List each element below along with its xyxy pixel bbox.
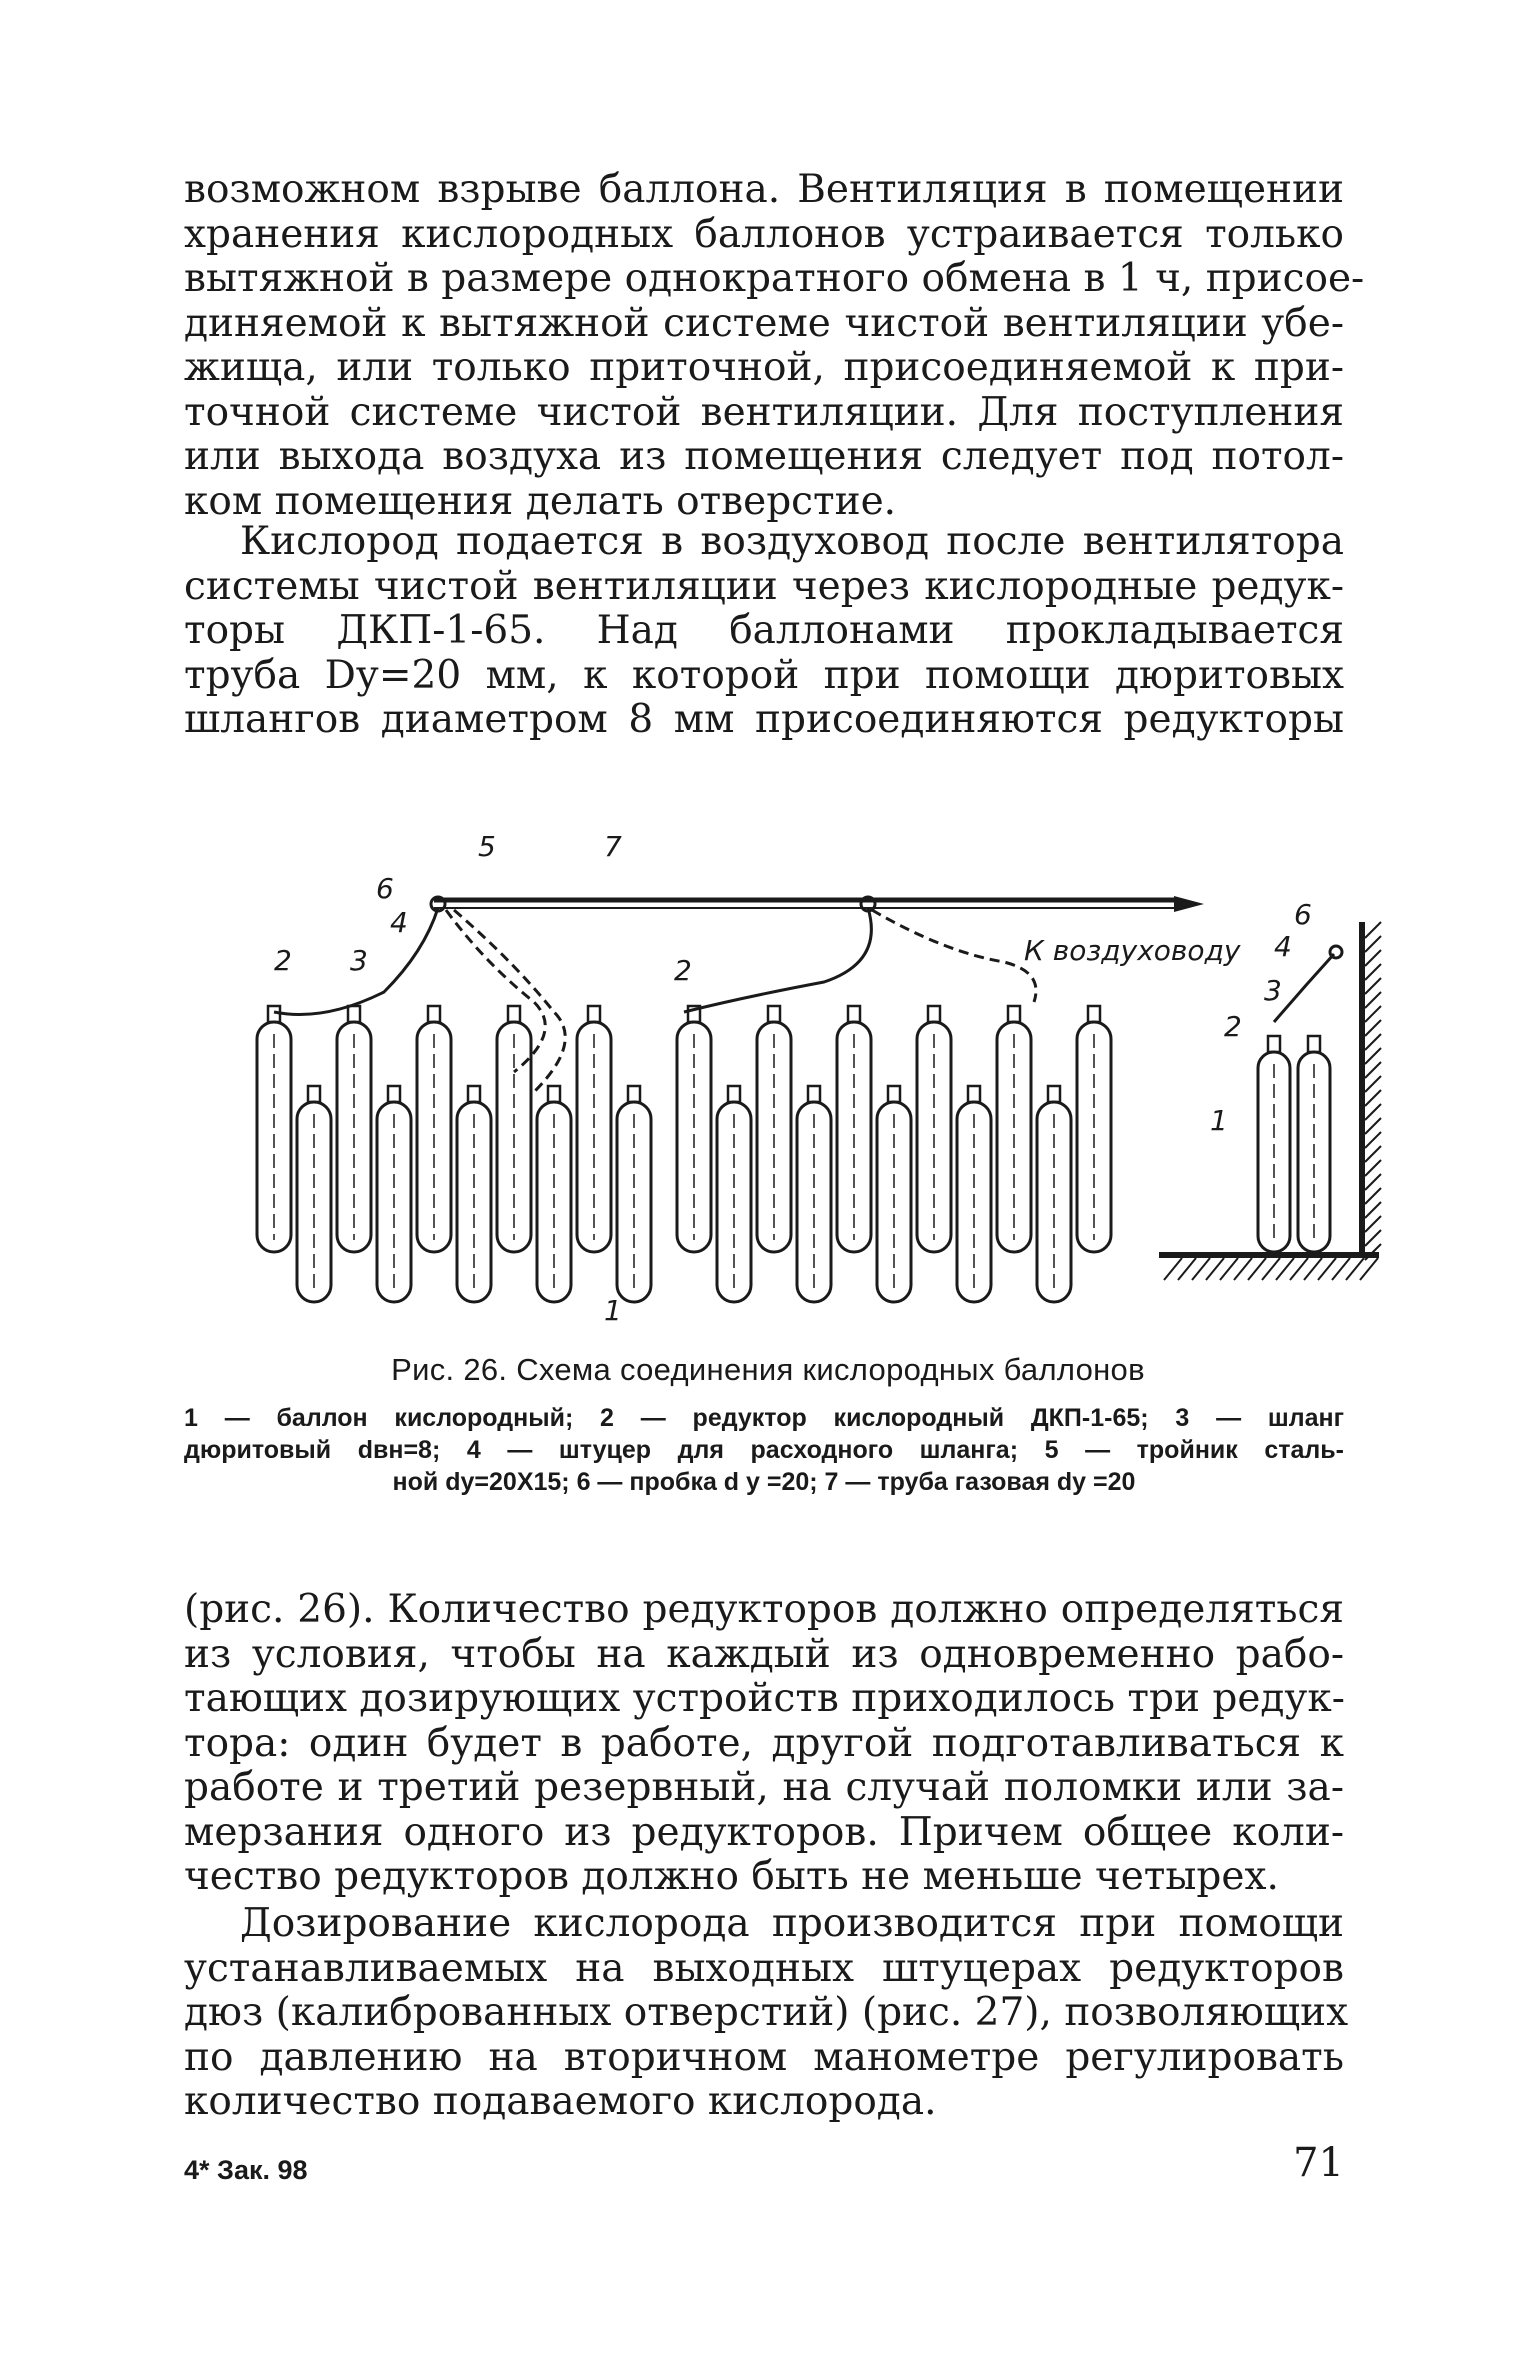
hatch-stroke — [1365, 1104, 1381, 1120]
hatch-stroke — [1248, 1258, 1266, 1280]
oxygen-cylinder — [877, 1086, 911, 1302]
hatch-stroke — [1346, 1258, 1364, 1280]
oxygen-cylinder — [957, 1086, 991, 1302]
hatch-stroke — [1365, 978, 1381, 994]
caption-line: ной dу=20X15; 6 — пробка d у =20; 7 — труба газовая dу =20 — [392, 1468, 1136, 1496]
text-line: устанавливаемых на выходных штуцерах редукторов — [184, 1945, 1344, 1991]
hatch-stroke — [1220, 1258, 1238, 1280]
label-2b: 2 — [674, 954, 692, 987]
label-6: 6 — [376, 872, 394, 905]
figure-caption-legend — [184, 1402, 1344, 1498]
text-line: торы ДКП-1-65. Над баллонами прокладывается — [184, 608, 1344, 653]
hatch-stroke — [1365, 1216, 1381, 1232]
label-4-side: 4 — [1274, 930, 1292, 963]
hatch-stroke — [1365, 1034, 1381, 1050]
text-line: хранения кислородных баллонов устраивается только — [184, 211, 1344, 257]
label-5: 5 — [478, 830, 496, 863]
oxygen-cylinder — [677, 1006, 711, 1252]
hatch-stroke — [1276, 1258, 1294, 1280]
text-line: Дозирование кислорода производится при помощи — [240, 1901, 1344, 1946]
side-fitting — [1330, 946, 1342, 958]
oxygen-cylinder — [757, 1006, 791, 1252]
hatch-stroke — [1365, 1230, 1381, 1246]
floor-hatching — [1164, 1258, 1378, 1280]
text-line: ком помещения делать отверстие. — [184, 478, 897, 524]
text-line: (рис. 26). Количество редукторов должно определяться — [184, 1587, 1344, 1632]
hatch-stroke — [1360, 1258, 1378, 1280]
figure-caption-title: Рис. 26. Схема соединения кислородных баллонов — [391, 1352, 1145, 1387]
label-6-side: 6 — [1294, 898, 1312, 931]
label-1: 1 — [604, 1294, 622, 1327]
text-line: шлангов диаметром 8 мм присоединяются редукторы — [184, 697, 1344, 742]
hose — [872, 910, 1036, 1002]
side-hose — [1274, 954, 1334, 1022]
oxygen-cylinder — [617, 1086, 651, 1302]
hose — [684, 908, 871, 1012]
oxygen-cylinder — [1077, 1006, 1111, 1252]
hatch-stroke — [1164, 1258, 1182, 1280]
text-line: количество подаваемого кислорода. — [184, 2079, 937, 2124]
oxygen-cylinder — [337, 1006, 371, 1252]
text-line: мерзания одного из редукторов. Причем общее коли- — [184, 1809, 1344, 1855]
oxygen-cylinder — [497, 1006, 531, 1252]
oxygen-cylinder — [417, 1006, 451, 1252]
paragraph-4 — [184, 1901, 1349, 2125]
oxygen-cylinder — [1258, 1036, 1290, 1252]
oxygen-cylinder — [537, 1086, 571, 1302]
hatch-stroke — [1262, 1258, 1280, 1280]
text-line: диняемой к вытяжной системе чистой вентиляции убе- — [184, 300, 1344, 346]
hatch-stroke — [1365, 1202, 1381, 1218]
oxygen-cylinder — [457, 1086, 491, 1302]
hatch-stroke — [1365, 1160, 1381, 1176]
oxygen-cylinder — [377, 1086, 411, 1302]
hatch-stroke — [1365, 936, 1381, 952]
figure-oxygen-cylinders-diagram — [184, 812, 1384, 1332]
text-line: работе и третий резервный, на случай поломки или за- — [184, 1765, 1344, 1810]
label-2-side: 2 — [1224, 1010, 1242, 1043]
text-line: возможном взрыве баллона. Вентиляция в помещении — [184, 167, 1344, 212]
hatch-stroke — [1304, 1258, 1322, 1280]
caption-line: 1 — баллон кислородный; 2 — редуктор кислородный ДКП-1-65; 3 — шланг — [184, 1404, 1344, 1432]
label-7: 7 — [604, 830, 622, 863]
hatch-stroke — [1365, 964, 1381, 980]
text-line: тора: один будет в работе, другой подготавливаться к — [184, 1720, 1344, 1766]
to-duct-label: К воздуховоду — [1024, 934, 1241, 967]
hatch-stroke — [1206, 1258, 1224, 1280]
oxygen-cylinder — [717, 1086, 751, 1302]
hatch-stroke — [1178, 1258, 1196, 1280]
oxygen-cylinder — [257, 1006, 291, 1252]
hatch-stroke — [1365, 1006, 1381, 1022]
oxygen-cylinder — [1298, 1036, 1330, 1252]
label-4: 4 — [390, 906, 408, 939]
label-3: 3 — [350, 944, 368, 977]
text-line: тающих дозирующих устройств приходилось три редук- — [184, 1676, 1345, 1721]
hatch-stroke — [1365, 1076, 1381, 1092]
text-line: системы чистой вентиляции через кислородные редук- — [184, 563, 1344, 609]
text-line: вытяжной в размере однократного обмена в 1 ч, присое- — [184, 256, 1365, 301]
hatch-stroke — [1318, 1258, 1336, 1280]
oxygen-cylinder — [837, 1006, 871, 1252]
text-line: Кислород подается в воздуховод после вентилятора — [240, 519, 1344, 564]
text-line: точной системе чистой вентиляции. Для поступления — [184, 389, 1344, 435]
hatch-stroke — [1332, 1258, 1350, 1280]
hatch-stroke — [1365, 1132, 1381, 1148]
hatch-stroke — [1365, 1062, 1381, 1078]
hatch-stroke — [1365, 1048, 1381, 1064]
text-line: жища, или только приточной, присоединяемой к при- — [184, 345, 1344, 390]
label-2: 2 — [274, 944, 292, 977]
printer-signature: 4* Зак. 98 — [184, 2155, 308, 2185]
wall-line — [1359, 922, 1365, 1257]
label-3-side: 3 — [1264, 974, 1282, 1007]
paragraph-3 — [184, 1588, 1344, 1900]
hatch-stroke — [1365, 1174, 1381, 1190]
hatch-stroke — [1234, 1258, 1252, 1280]
cylinder-group — [257, 1006, 1111, 1302]
hatch-stroke — [1365, 922, 1381, 938]
oxygen-cylinder — [577, 1006, 611, 1252]
hatch-stroke — [1365, 992, 1381, 1008]
hose — [454, 910, 565, 1092]
text-line: труба Dу=20 мм, к которой при помощи дюритовых — [184, 652, 1344, 698]
side-view-cylinders — [1258, 1036, 1330, 1252]
text-line: дюз (калиброванных отверстий) (рис. 27), позволяющих — [184, 1990, 1349, 2035]
oxygen-cylinder — [917, 1006, 951, 1252]
text-line: по давлению на вторичном манометре регулировать — [184, 2034, 1344, 2080]
oxygen-cylinder — [797, 1086, 831, 1302]
caption-line: дюритовый dвн=8; 4 — штуцер для расходного шланга; 5 — тройник сталь- — [184, 1436, 1344, 1464]
oxygen-cylinder — [997, 1006, 1031, 1252]
hatch-stroke — [1365, 1188, 1381, 1204]
oxygen-cylinder — [1037, 1086, 1071, 1302]
text-line: чество редукторов должно быть не меньше четырех. — [184, 1854, 1279, 1899]
hatch-stroke — [1365, 950, 1381, 966]
page-number: 71 — [1293, 2140, 1344, 2186]
hatch-stroke — [1192, 1258, 1210, 1280]
paragraph-1 — [184, 167, 1365, 524]
hatch-stroke — [1365, 1118, 1381, 1134]
label-1-side: 1 — [1210, 1104, 1228, 1137]
hatch-stroke — [1290, 1258, 1308, 1280]
text-line: из условия, чтобы на каждый из одновременно рабо- — [184, 1631, 1344, 1677]
cylinder-connection-schematic — [184, 812, 1384, 1332]
flow-arrow-icon — [1174, 896, 1204, 912]
hatch-stroke — [1365, 1146, 1381, 1162]
hatch-stroke — [1365, 1090, 1381, 1106]
oxygen-cylinder — [297, 1086, 331, 1302]
text-line: или выхода воздуха из помещения следует под потол- — [184, 434, 1344, 479]
hatch-stroke — [1365, 1020, 1381, 1036]
floor-line — [1159, 1252, 1379, 1258]
wall-hatching — [1365, 922, 1381, 1260]
paragraph-2 — [184, 520, 1344, 743]
